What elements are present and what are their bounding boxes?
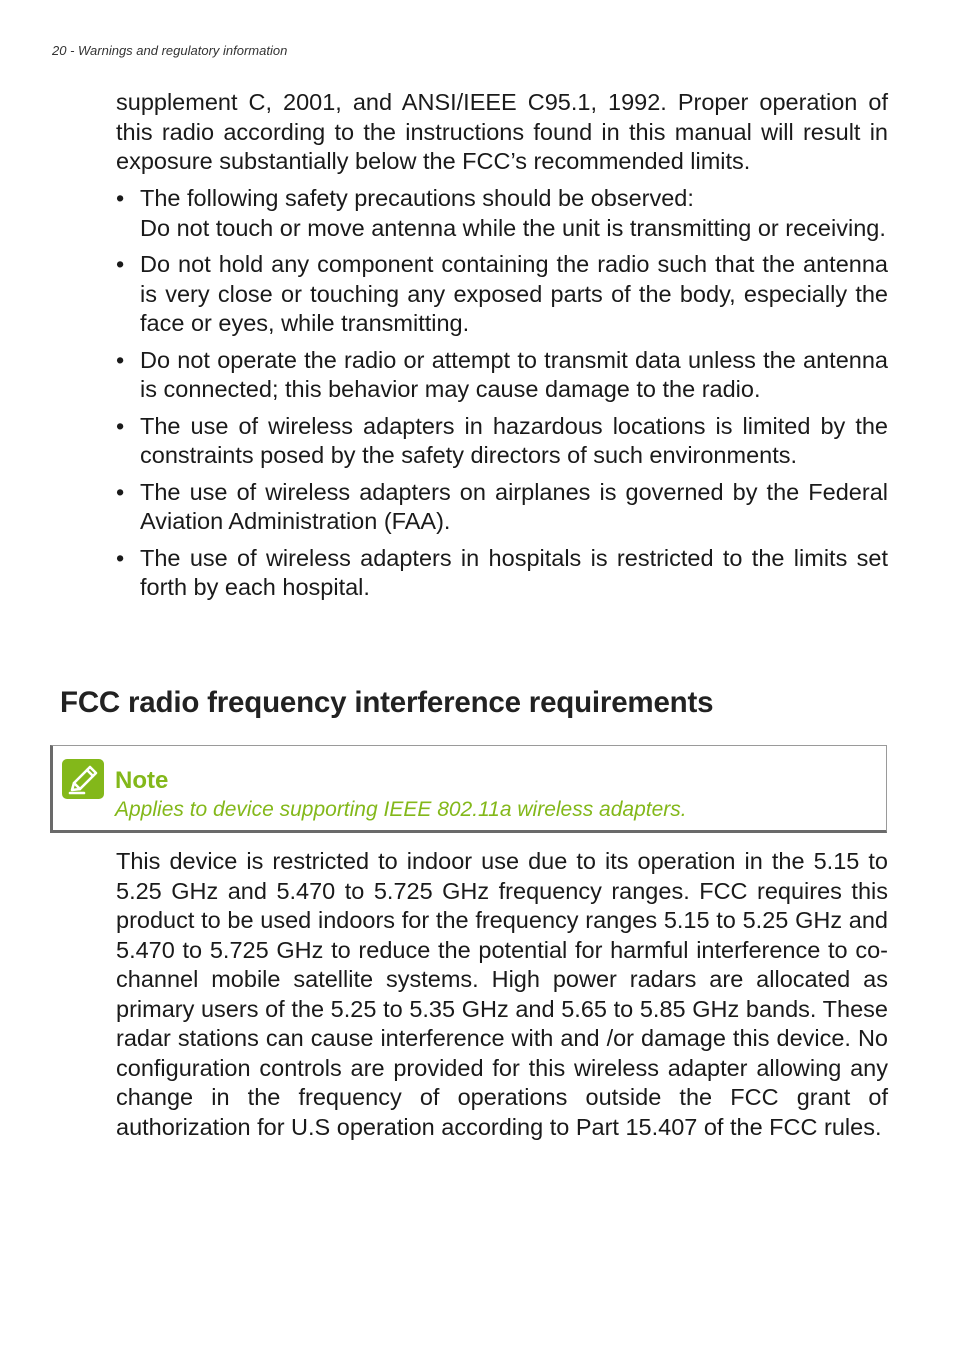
list-item-text: The use of wireless adapters in hazardous locations is limited by the constraints posed by the safety directors of such environments. [140, 412, 888, 468]
list-item-text: The use of wireless adapters in hospitals is restricted to the limits set forth by each hospital. [140, 544, 888, 600]
list-item-subtext: Do not touch or move antenna while the unit is transmitting or receiving. [140, 214, 886, 241]
pencil-icon [62, 759, 104, 799]
bullet-marker: • [116, 412, 125, 439]
list-item [116, 412, 888, 471]
fcc-body-paragraph: This device is restricted to indoor use due to its operation in the 5.15 to 5.25 GHz and 5.470 to 5.725 GHz frequency ranges. FCC requires this product to be used indoors for the frequency ranges 5.15 to 5.25 GHz and 5.470 to 5.725 GHz to reduce the potential for harmful interference to co-channel mobile satellite systems. High power radars are allocated as primary users of the 5.25 to 5.35 GHz and 5.65 to 5.85 GHz bands. These radar stations can cause interference with and /or damage this device. No configuration controls are provided for this wireless adapter allowing any change in the frequency of operations outside the FCC grant of authorization for U.S operation according to Part 15.407 of the FCC rules. [116, 848, 888, 1140]
safety-precautions-list [116, 184, 888, 610]
bullet-marker: • [116, 251, 125, 277]
note-title: Note [115, 767, 169, 794]
bullet-marker: • [116, 185, 125, 211]
bullet-marker: • [116, 544, 125, 571]
list-item-text: Do not operate the radio or attempt to transmit data unless the antenna is connected; this behavior may cause damage to the radio. [140, 346, 888, 402]
list-item [116, 346, 888, 405]
bullet-marker: • [116, 478, 125, 505]
section-heading: FCC radio frequency interference requirements [60, 686, 714, 719]
list-item [116, 250, 888, 339]
note-callout [50, 745, 887, 833]
list-item [116, 184, 888, 243]
list-item-text: The use of wireless adapters on airplanes is governed by the Federal Aviation Administration (FAA). [140, 478, 888, 534]
list-item [116, 544, 888, 603]
list-item-text: Do not hold any component containing the radio such that the antenna is very close or touching any exposed parts of the body, especially the face or eyes, while transmitting. [140, 251, 888, 336]
list-item-text: The following safety precautions should be observed: [140, 185, 694, 211]
running-header: 20 - Warnings and regulatory information [52, 43, 288, 58]
intro-paragraph: supplement C, 2001, and ANSI/IEEE C95.1, 1992. Proper operation of this radio according to the instructions found in this manual will result in exposure substantially below the FCC’s recommended limits. [116, 89, 888, 174]
note-text: Applies to device supporting IEEE 802.11a wireless adapters. [115, 798, 687, 821]
bullet-marker: • [116, 346, 125, 373]
list-item [116, 478, 888, 537]
